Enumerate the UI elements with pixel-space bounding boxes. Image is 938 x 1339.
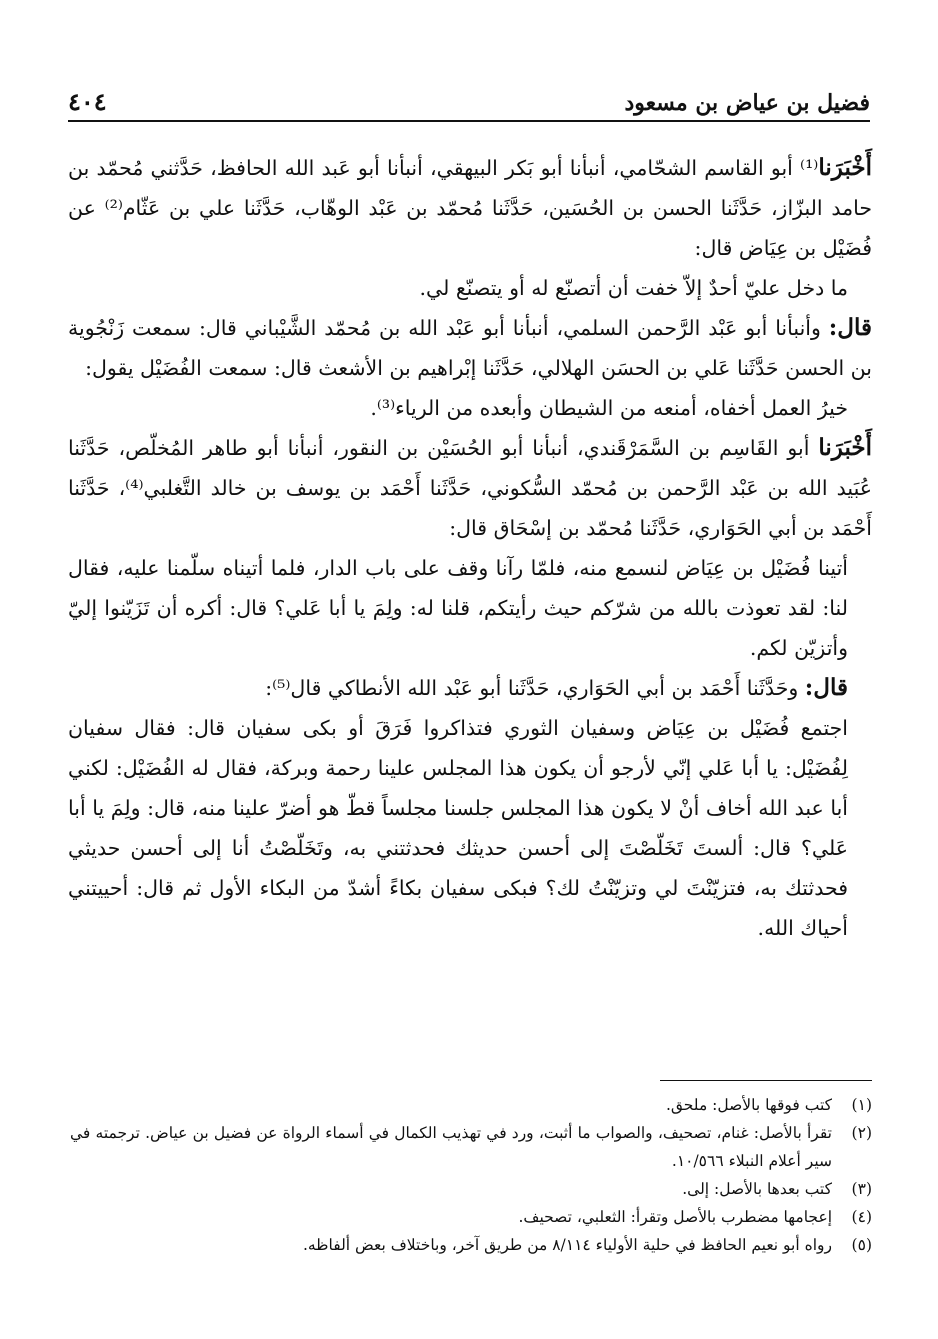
paragraph-text: ما دخل عليّ أحدٌ إلاّ خفت أن أتصنّع له أو يتصنّع لي. — [419, 276, 848, 300]
footnote-text: تقرأ بالأصل: غنام، تصحيف، والصواب ما أثبت، ورد في تهذيب الكمال في أسماء الرواة عن فضيل بن عياض. ترجمته في سير أعلام النبلاء ١٠/٥٦٦. — [70, 1124, 832, 1170]
paragraph-text: وأنبأنا أبو عَبْد الرَّحمن السلمي، أنبأنا أبو عَبْد الله بن مُحمّد الشَّيْباني قال: سمعت زَنْجُوية بن الحسن حَدَّثَنا عَلي بن الحسَن الهلالي، حَدَّثَنا إبْراهيم بن الأشعث قال: سمعت الفُضَيْل يقول: — [68, 316, 872, 380]
footnote-divider — [660, 1080, 872, 1081]
footnote-number: (٤) — [851, 1208, 872, 1226]
footnotes — [70, 1080, 872, 1259]
footnote — [70, 1119, 872, 1175]
page-header — [68, 72, 870, 122]
paragraph-text: أتينا فُضَيْل بن عِيَاض لنسمع منه، فلمّا رآنا وقف على باب الدار، فلما أتيناه سلّمنا عليه، فقال لنا: لقد تعوذت بالله من شرّكم حيث رأيتكم، قلنا له: ولِمَ يا أبا عَلي؟ قال: أكره أن تَزَيّنوا إليّ وأتزيّن لكم. — [68, 556, 848, 660]
paragraph — [68, 668, 872, 708]
footnote-number: (٣) — [851, 1180, 872, 1198]
running-title: فضيل بن عياض بن مسعود — [624, 90, 870, 116]
footnote-text: إعجامها مضطرب بالأصل وتقرأ: الثعلبي، تصحيف. — [518, 1208, 832, 1226]
footnote-text: كتب بعدها بالأصل: إلى. — [682, 1180, 832, 1198]
paragraph-text: وحَدَّثَنا أَحْمَد بن أبي الحَوَاري، حَدَّثَنا أبو عَبْد الله الأنطاكي قال⁽⁵⁾: — [265, 676, 805, 700]
paragraph-quote — [68, 388, 872, 428]
paragraph-quote — [68, 708, 872, 948]
footnote — [70, 1203, 872, 1231]
paragraph-quote — [68, 548, 872, 668]
footnote-text: رواه أبو نعيم الحافظ في حلية الأولياء ٨/١١٤ من طريق آخر، وباختلاف بعض ألفاظه. — [302, 1236, 832, 1254]
paragraph-text: اجتمع فُضَيْل بن عِيَاض وسفيان الثوري فتذاكروا فَرَقَ أو بكى سفيان قال: فقال سفيان لِفُضَيْل: يا أبا عَلي إنّي لأرجو أن يكون هذا المجلس علينا رحمة وبركة، فقال له الفُضَيْل: لكني أبا عبد الله أخاف أنْ لا يكون هذا المجلس جلسنا مجلساً قطّ هو أضرّ علينا منه، قال: ولِمَ يا أبا عَلي؟ قال: ألستَ تَخَلّصْتَ إلى أحسن حديثك فحدثتني به، وتَخَلّصْتُ أنا إلى أحسن حديثي فحدثتك به، فتزيّنْتَ لي وتزيّنْتُ لك؟ فبكى سفيان بكاءً أشدّ من البكاء الأول ثم قال: أحييتني أحياك الله. — [68, 716, 848, 940]
paragraph-text: أبو القَاسِم بن السَّمَرْقَندي، أنبأنا أبو الحُسَيْن بن النقور، أنبأنا أبو طاهر المُخلّص، حَدَّثَنا عُبَيد الله بن عَبْد الرَّحمن بن مُحمّد السُّكوني، حَدَّثَنا أَحْمَد بن يوسف بن خالد التَّغلبي⁽⁴⁾، حَدَّثَنا أَحْمَد بن أبي الحَوَاري، حَدَّثَنا مُحمّد بن إسْحَاق قال: — [68, 436, 872, 540]
paragraph-text: ⁽¹⁾ أبو القاسم الشحّامي، أنبأنا أبو بَكر البيهقي، أنبأنا أبو عَبد الله الحافظ، حَدَّثني مُحمّد بن حامد البزّاز، حَدَّثَنا الحسن بن الحُسَين، حَدَّثَنا مُحمّد بن عَبْد الوهّاب، حَدَّثَنا علي بن عَثّام⁽²⁾ عن فُضَيْل بن عِيَاض قال: — [68, 156, 872, 260]
paragraph-lead-word: أَخْبَرَنا — [818, 154, 872, 181]
footnote — [70, 1091, 872, 1119]
paragraph — [68, 308, 872, 388]
paragraph-lead-word: قال: — [804, 674, 848, 701]
footnote — [70, 1231, 872, 1259]
paragraph — [68, 148, 872, 268]
main-text — [68, 148, 872, 948]
paragraph-text: خيرُ العمل أخفاه، أمنعه من الشيطان وأبعده من الرياء⁽³⁾. — [370, 396, 848, 420]
paragraph — [68, 428, 872, 548]
page-number: ٤٠٤ — [68, 87, 107, 116]
footnote — [70, 1175, 872, 1203]
footnote-number: (٥) — [851, 1236, 872, 1254]
paragraph-lead-word: قال: — [828, 314, 872, 341]
footnote-text: كتب فوقها بالأصل: ملحق. — [665, 1096, 832, 1114]
paragraph-quote — [68, 268, 872, 308]
footnote-number: (٢) — [851, 1124, 872, 1142]
footnote-number: (١) — [851, 1096, 872, 1114]
paragraph-lead-word: أَخْبَرَنا — [818, 434, 872, 461]
